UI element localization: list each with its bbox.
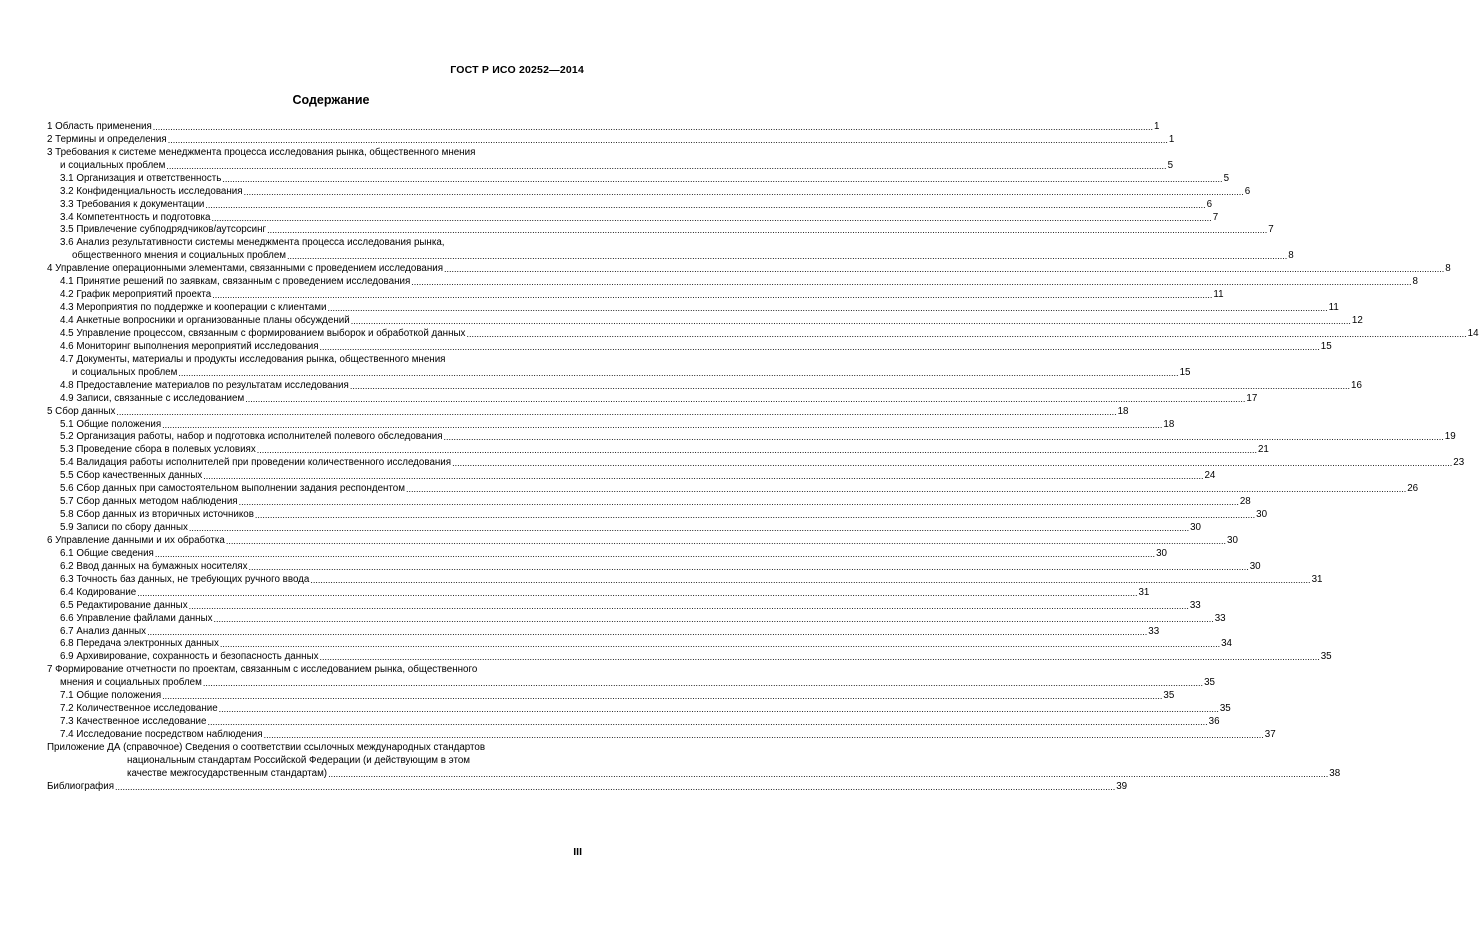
toc-entry-title: 4.9 Записи, связанные с исследованием (60, 392, 245, 404)
toc-entry-title: 5 Сбор данных (47, 405, 116, 417)
toc-leader-dots: ................................................................................................................................................................................................................................................................................................................................................................................................................ (319, 341, 1320, 352)
toc-leader-dots: ................................................................................................................................................................................................................................................................................................................................................................................................................ (203, 471, 1204, 482)
toc-entry[interactable] (47, 780, 1128, 794)
toc-leader-dots: ................................................................................................................................................................................................................................................................................................................................................................................................................ (256, 445, 1257, 456)
table-of-contents (47, 120, 1479, 794)
toc-entry-title: 4.5 Управление процессом, связанным с формированием выборок и обработкой данных (60, 327, 466, 339)
toc-leader-dots: ................................................................................................................................................................................................................................................................................................................................................................................................................ (222, 173, 1223, 184)
toc-entry-title: 4.2 График мероприятий проекта (60, 289, 212, 301)
toc-entry[interactable] (47, 664, 583, 677)
toc-entry-title: 2 Термины и определения (47, 133, 167, 145)
toc-leader-dots: ................................................................................................................................................................................................................................................................................................................................................................................................................ (116, 406, 1117, 417)
toc-entry-title: общественного мнения и социальных проблем (72, 250, 287, 262)
toc-entry-page: 18 (1163, 418, 1175, 430)
toc-entry[interactable] (47, 444, 1269, 457)
toc-entry[interactable] (47, 547, 1167, 561)
toc-entry[interactable] (47, 677, 1215, 690)
toc-entry-page: 33 (1214, 612, 1226, 624)
toc-leader-dots: ................................................................................................................................................................................................................................................................................................................................................................................................................ (466, 328, 1467, 339)
toc-entry-title: 5.3 Проведение сбора в полевых условиях (60, 444, 256, 456)
toc-leader-dots: ................................................................................................................................................................................................................................................................................................................................................................................................................ (211, 212, 1212, 223)
toc-entry[interactable] (47, 767, 1341, 781)
toc-entry[interactable] (47, 457, 1465, 470)
toc-entry[interactable] (47, 133, 1175, 147)
toc-entry[interactable] (47, 742, 583, 755)
toc-leader-dots: ................................................................................................................................................................................................................................................................................................................................................................................................................ (115, 781, 1116, 792)
toc-entry[interactable] (47, 522, 1202, 535)
toc-entry-title: 4.6 Мониторинг выполнения мероприятий исследования (60, 340, 319, 352)
toc-entry-title: мнения и социальных проблем (60, 677, 202, 689)
toc-entry-page: 17 (1246, 392, 1258, 404)
toc-entry-title: 1 Область применения (47, 120, 152, 132)
toc-entry-page: 18 (1117, 405, 1129, 417)
toc-leader-dots: ................................................................................................................................................................................................................................................................................................................................................................................................................ (254, 510, 1256, 521)
toc-entry[interactable] (47, 289, 1224, 302)
toc-entry[interactable] (47, 560, 1261, 574)
toc-entry-title: 3.1 Организация и ответственность (60, 172, 222, 184)
toc-entry-title: 6.5 Редактирование данных (60, 599, 188, 611)
toc-entry-title: 7.3 Качественное исследование (60, 716, 207, 728)
toc-entry[interactable] (47, 185, 1251, 199)
toc-leader-dots: ................................................................................................................................................................................................................................................................................................................................................................................................................ (212, 290, 1213, 301)
toc-entry-page: 37 (1264, 729, 1276, 741)
toc-entry[interactable] (47, 392, 1258, 406)
toc-leader-dots: ................................................................................................................................................................................................................................................................................................................................................................................................................ (219, 639, 1221, 650)
toc-entry-title: 7.4 Исследование посредством наблюдения (60, 729, 263, 741)
toc-entry[interactable] (47, 120, 1160, 134)
toc-entry[interactable] (47, 690, 1175, 703)
toc-entry[interactable] (47, 418, 1175, 432)
toc-entry[interactable] (47, 470, 1216, 483)
toc-leader-dots: ................................................................................................................................................................................................................................................................................................................................................................................................................ (452, 458, 1453, 469)
toc-entry-title: 5.7 Сбор данных методом наблюдения (60, 496, 238, 508)
toc-entry-title: Библиография (47, 780, 115, 792)
toc-leader-dots: ................................................................................................................................................................................................................................................................................................................................................................................................................ (263, 730, 1264, 741)
toc-leader-dots: ................................................................................................................................................................................................................................................................................................................................................................................................................ (147, 626, 1148, 637)
toc-entry-title: 6.7 Анализ данных (60, 625, 147, 637)
toc-entry-title: 4.4 Анкетные вопросники и организованные планы обсуждений (60, 315, 350, 327)
toc-entry-page: 8 (1412, 276, 1418, 288)
document-code: ГОСТ Р ИСО 20252—2014 (450, 64, 584, 76)
toc-leader-dots: ................................................................................................................................................................................................................................................................................................................................................................................................................ (243, 186, 1244, 197)
toc-leader-dots: ................................................................................................................................................................................................................................................................................................................................................................................................................ (162, 691, 1163, 702)
toc-leader-dots: ................................................................................................................................................................................................................................................................................................................................................................................................................ (328, 768, 1329, 779)
page-number: III (573, 846, 582, 858)
toc-entry[interactable] (47, 716, 1220, 729)
toc-entry-title: 6.1 Общие сведения (60, 547, 154, 559)
toc-entry[interactable] (47, 379, 1362, 393)
toc-entry-title: 4.3 Мероприятия по поддержке и кооперации с клиентами (60, 302, 327, 314)
toc-leader-dots: ................................................................................................................................................................................................................................................................................................................................................................................................................ (287, 251, 1288, 262)
toc-entry[interactable] (47, 612, 1226, 626)
toc-entry-page: 36 (1208, 716, 1220, 728)
toc-entry[interactable] (47, 263, 1451, 276)
toc-entry-page: 21 (1257, 444, 1269, 456)
toc-entry[interactable] (47, 340, 1332, 354)
toc-entry-title: 7 Формирование отчетности по проектам, связанным с исследованием рынка, общественного (47, 664, 478, 676)
toc-entry-page: 31 (1138, 586, 1150, 598)
toc-entry[interactable] (47, 224, 1274, 238)
toc-entry-page: 35 (1204, 677, 1215, 689)
toc-entry-page: 19 (1444, 431, 1456, 443)
toc-entry[interactable] (47, 534, 1238, 548)
toc-entry-page: 33 (1148, 625, 1160, 637)
toc-entry[interactable] (47, 198, 1213, 212)
toc-entry-page: 15 (1320, 340, 1332, 352)
toc-leader-dots: ................................................................................................................................................................................................................................................................................................................................................................................................................ (205, 199, 1206, 210)
toc-entry-page: 7 (1212, 211, 1219, 223)
toc-leader-dots: ................................................................................................................................................................................................................................................................................................................................................................................................................ (167, 134, 1168, 145)
toc-leader-dots: ................................................................................................................................................................................................................................................................................................................................................................................................................ (225, 535, 1227, 546)
toc-entry-title: 3.3 Требования к документации (60, 198, 205, 210)
toc-entry[interactable] (47, 237, 583, 250)
toc-leader-dots: ................................................................................................................................................................................................................................................................................................................................................................................................................ (411, 277, 1412, 288)
toc-entry[interactable] (47, 172, 1230, 186)
toc-leader-dots: ................................................................................................................................................................................................................................................................................................................................................................................................................ (207, 717, 1208, 728)
toc-entry-title: и социальных проблем (60, 159, 166, 171)
toc-leader-dots: ................................................................................................................................................................................................................................................................................................................................................................................................................ (350, 316, 1351, 327)
toc-entry-title: 6.4 Кодирование (60, 586, 137, 598)
toc-entry-title: национальным стандартам Российской Федерации (и действующим в этом (127, 754, 471, 766)
toc-entry-title: 5.8 Сбор данных из вторичных источников (60, 509, 254, 521)
toc-entry[interactable] (47, 703, 1231, 716)
toc-leader-dots: ................................................................................................................................................................................................................................................................................................................................................................................................................ (202, 678, 1204, 689)
toc-entry[interactable] (47, 651, 1332, 664)
toc-entry[interactable] (47, 638, 1232, 652)
toc-entry-page: 35 (1163, 690, 1175, 702)
toc-entry-page: 35 (1219, 703, 1231, 715)
toc-entry-title: 5.6 Сбор данных при самостоятельном выполнении задания респондентом (60, 483, 405, 495)
toc-entry-page: 14 (1467, 327, 1479, 339)
toc-entry[interactable] (47, 315, 1363, 328)
toc-entry-page: 12 (1351, 315, 1363, 327)
toc-leader-dots: ................................................................................................................................................................................................................................................................................................................................................................................................................ (218, 704, 1219, 715)
toc-leader-dots: ................................................................................................................................................................................................................................................................................................................................................................................................................ (137, 587, 1138, 598)
toc-entry[interactable] (47, 599, 1201, 613)
toc-leader-dots: ................................................................................................................................................................................................................................................................................................................................................................................................................ (349, 380, 1351, 391)
toc-leader-dots: ................................................................................................................................................................................................................................................................................................................................................................................................................ (162, 419, 1163, 430)
toc-entry-page: 34 (1221, 638, 1232, 650)
toc-entry-title: 6.2 Ввод данных на бумажных носителях (60, 560, 248, 572)
toc-entry-page: 30 (1156, 547, 1167, 559)
toc-entry-title: Приложение ДА (справочное) Сведения о соответствии ссылочных международных стандартов (47, 741, 486, 753)
toc-entry-page: 30 (1190, 522, 1202, 534)
toc-entry[interactable] (47, 483, 1419, 496)
toc-entry[interactable] (47, 405, 1129, 419)
toc-entry-page: 5 (1167, 159, 1174, 171)
toc-entry-page: 5 (1223, 172, 1230, 184)
toc-leader-dots: ................................................................................................................................................................................................................................................................................................................................................................................................................ (444, 264, 1445, 275)
toc-entry-page: 23 (1453, 457, 1465, 469)
toc-entry[interactable] (47, 211, 1219, 225)
toc-entry[interactable] (47, 573, 1323, 587)
toc-entry-title: 4.8 Предоставление материалов по результатам исследования (60, 379, 349, 391)
toc-entry[interactable] (47, 354, 583, 367)
toc-entry-title: 3 Требования к системе менеджмента процесса исследования рынка, общественного мнения (47, 146, 476, 158)
toc-leader-dots: ................................................................................................................................................................................................................................................................................................................................................................................................................ (178, 367, 1179, 378)
toc-entry-title: 4 Управление операционными элементами, связанными с проведением исследования (47, 263, 444, 275)
toc-entry-title: 4.7 Документы, материалы и продукты исследования рынка, общественного мнения (60, 353, 446, 365)
toc-entry-page: 1 (1154, 120, 1160, 132)
toc-entry-title: 3.4 Компетентность и подготовка (60, 211, 211, 223)
toc-leader-dots: ................................................................................................................................................................................................................................................................................................................................................................................................................ (248, 561, 1249, 572)
toc-entry[interactable] (47, 302, 1339, 315)
toc-entry-page: 1 (1168, 133, 1175, 145)
toc-entry-title: 3.6 Анализ результативности системы менеджмента процесса исследования рынка, (60, 237, 445, 249)
toc-entry-page: 6 (1244, 185, 1251, 197)
toc-entry[interactable] (47, 147, 583, 160)
toc-leader-dots: ................................................................................................................................................................................................................................................................................................................................................................................................................ (188, 600, 1189, 611)
toc-entry-page: 30 (1227, 534, 1238, 546)
toc-leader-dots: ................................................................................................................................................................................................................................................................................................................................................................................................................ (188, 523, 1190, 534)
toc-entry-page: 39 (1116, 780, 1128, 792)
toc-entry-page: 30 (1249, 560, 1261, 572)
toc-entry-page: 30 (1256, 509, 1268, 521)
toc-leader-dots: ................................................................................................................................................................................................................................................................................................................................................................................................................ (152, 121, 1153, 132)
toc-entry-title: 5.2 Организация работы, набор и подготовка исполнителей полевого обследования (60, 431, 443, 443)
toc-leader-dots: ................................................................................................................................................................................................................................................................................................................................................................................................................ (238, 497, 1239, 508)
toc-entry-title: 6.8 Передача электронных данных (60, 638, 219, 650)
toc-entry-title: 5.4 Валидация работы исполнителей при проведении количественного исследования (60, 457, 452, 469)
toc-leader-dots: ................................................................................................................................................................................................................................................................................................................................................................................................................ (154, 548, 1156, 559)
toc-entry-page: 6 (1206, 198, 1213, 210)
toc-entry[interactable] (47, 496, 1251, 509)
toc-entry[interactable] (47, 327, 1479, 341)
toc-entry-title: 6.3 Точность баз данных, не требующих ручного ввода (60, 573, 310, 585)
toc-entry[interactable] (47, 729, 1276, 742)
toc-leader-dots: ................................................................................................................................................................................................................................................................................................................................................................................................................ (406, 484, 1407, 495)
toc-entry-title: 5.9 Записи по сбору данных (60, 522, 188, 534)
toc-entry-page: 35 (1320, 651, 1332, 663)
toc-leader-dots: ................................................................................................................................................................................................................................................................................................................................................................................................................ (310, 574, 1311, 585)
toc-entry[interactable] (47, 586, 1150, 600)
toc-entry[interactable] (47, 366, 1191, 380)
toc-entry-page: 15 (1179, 366, 1191, 378)
toc-leader-dots: ................................................................................................................................................................................................................................................................................................................................................................................................................ (213, 613, 1214, 624)
toc-entry-page: 16 (1351, 379, 1362, 391)
toc-leader-dots: ................................................................................................................................................................................................................................................................................................................................................................................................................ (443, 432, 1444, 443)
toc-entry-page: 24 (1204, 470, 1216, 482)
toc-entry-page: 31 (1311, 573, 1323, 585)
toc-leader-dots: ................................................................................................................................................................................................................................................................................................................................................................................................................ (245, 393, 1246, 404)
toc-entry[interactable] (47, 276, 1418, 289)
toc-entry-title: 5.5 Сбор качественных данных (60, 470, 203, 482)
toc-leader-dots: ................................................................................................................................................................................................................................................................................................................................................................................................................ (319, 652, 1320, 663)
toc-leader-dots: ................................................................................................................................................................................................................................................................................................................................................................................................................ (267, 225, 1268, 236)
toc-entry-title: 3.2 Конфиденциальность исследования (60, 185, 243, 197)
toc-entry-title: и социальных проблем (72, 366, 178, 378)
toc-entry-page: 11 (1213, 289, 1224, 301)
toc-entry-page: 38 (1329, 767, 1341, 779)
toc-entry[interactable] (47, 509, 1268, 522)
toc-entry-page: 33 (1189, 599, 1201, 611)
toc-entry-title: 6.9 Архивирование, сохранность и безопасность данных (60, 651, 319, 663)
toc-leader-dots: ................................................................................................................................................................................................................................................................................................................................................................................................................ (327, 303, 1328, 314)
toc-entry-title: 4.1 Принятие решений по заявкам, связанным с проведением исследования (60, 276, 411, 288)
toc-entry-title: 7.1 Общие положения (60, 690, 162, 702)
toc-entry-title: 6.6 Управление файлами данных (60, 612, 213, 624)
toc-entry-page: 8 (1288, 250, 1294, 262)
toc-entry-title: 6 Управление данными и их обработка (47, 534, 225, 546)
toc-entry-title: 3.5 Привлечение субподрядчиков/аутсорсинг (60, 224, 267, 236)
toc-entry[interactable] (47, 159, 1174, 173)
toc-entry-page: 11 (1328, 302, 1339, 314)
page-title: Содержание (292, 93, 370, 107)
toc-entry-page: 8 (1445, 263, 1451, 275)
toc-entry-title: 7.2 Количественное исследование (60, 703, 218, 715)
toc-entry-title: 5.1 Общие положения (60, 418, 162, 430)
toc-entry[interactable] (47, 625, 1160, 639)
toc-entry-page: 28 (1239, 496, 1251, 508)
toc-entry[interactable] (47, 755, 583, 768)
toc-entry-title: качестве межгосударственным стандартам) (127, 767, 328, 779)
toc-entry[interactable] (47, 250, 1294, 263)
toc-leader-dots: ................................................................................................................................................................................................................................................................................................................................................................................................................ (166, 160, 1167, 171)
toc-entry-page: 7 (1268, 224, 1274, 236)
toc-entry[interactable] (47, 431, 1456, 445)
toc-entry-page: 26 (1407, 483, 1419, 495)
